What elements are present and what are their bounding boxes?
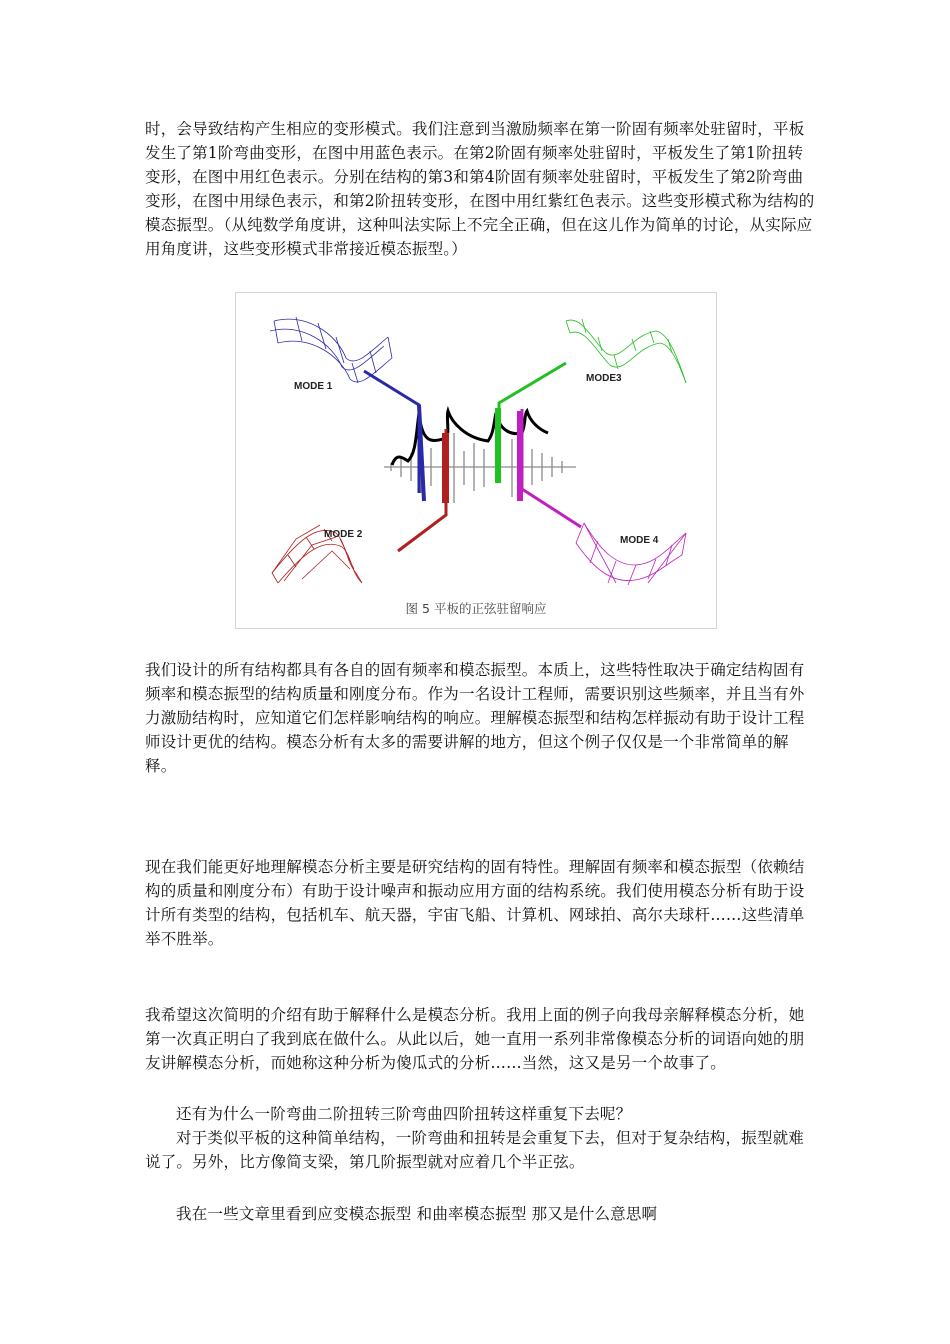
frf-curve: [392, 411, 548, 465]
paragraph-7: 我在一些文章里看到应变模态振型 和曲率模态振型 那又是什么意思啊: [176, 1205, 658, 1223]
figure-sine-dwell: [235, 292, 717, 629]
mode1-label: MODE 1: [294, 381, 333, 392]
paragraph-4: 我希望这次简明的介绍有助于解释什么是模态分析。我用上面的例子向我母亲解释模态分析，她第一次真正明白了我到底在做什么。从此以后，她一直用一系列非常像模态分析的词语向她的朋友讲解模态分析，而她称这种分析为傻瓜式的分析……当然，这又是另一个故事了。: [145, 1006, 805, 1072]
mode4-mesh: [576, 523, 686, 585]
paragraph-2: 我们设计的所有结构都具有各自的固有频率和模态振型。本质上，这些特性取决于确定结构固有频率和模态振型的结构质量和刚度分布。作为一名设计工程师，需要识别这些频率，并且当有外力激励结构时，应知道它们怎样影响结构的响应。理解模态振型和结构怎样振动有助于设计工程师设计更优的结构。模态分析有太多的需要讲解的地方，但这个例子仅仅是一个非常简单的解释。: [145, 661, 805, 775]
paragraph-1: 时，会导致结构产生相应的变形模式。我们注意到当激励频率在第一阶固有频率处驻留时，平板发生了第1阶弯曲变形，在图中用蓝色表示。在第2阶固有频率处驻留时，平板发生了第1阶扭转变形，在图中用红色表示。分别在结构的第3和第4阶固有频率处驻留时，平板发生了第2阶弯曲变形，在图中用绿色表示，和第2阶扭转变形，在图中用红紫红色表示。这些变形模式称为结构的模态振型。（从纯数学角度讲，这种叫法实际上不完全正确，但在这儿作为简单的讨论，从实际应用角度讲，这些变形模式非常接近模态振型。）: [145, 120, 815, 258]
paragraph-3: 现在我们能更好地理解模态分析主要是研究结构的固有特性。理解固有频率和模态振型（依赖结构的质量和刚度分布）有助于设计噪声和振动应用方面的结构系统。我们使用模态分析有助于设计所有类型的结构，包括机车、航天器，宇宙飞船、计算机、网球拍、高尔夫球杆……这些清单举不胜举。: [145, 858, 805, 948]
mode4-label: MODE 4: [620, 535, 659, 546]
figure-graphic: [236, 293, 716, 593]
mode3-mesh: [566, 319, 686, 383]
paragraph-5: 还有为什么一阶弯曲二阶扭转三阶弯曲四阶扭转这样重复下去呢？: [176, 1105, 632, 1123]
mode3-label: MODE3: [586, 373, 622, 384]
figure-caption: 图 5 平板的正弦驻留响应: [405, 601, 547, 616]
mode1-mesh: [270, 317, 392, 383]
mode2-label: MODE 2: [324, 529, 363, 540]
paragraph-6: 对于类似平板的这种简单结构，一阶弯曲和扭转是会重复下去，但对于复杂结构，振型就难说了。另外，比方像简支梁，第几阶振型就对应着几个半正弦。: [145, 1129, 805, 1171]
response-spectrum: [384, 433, 576, 503]
